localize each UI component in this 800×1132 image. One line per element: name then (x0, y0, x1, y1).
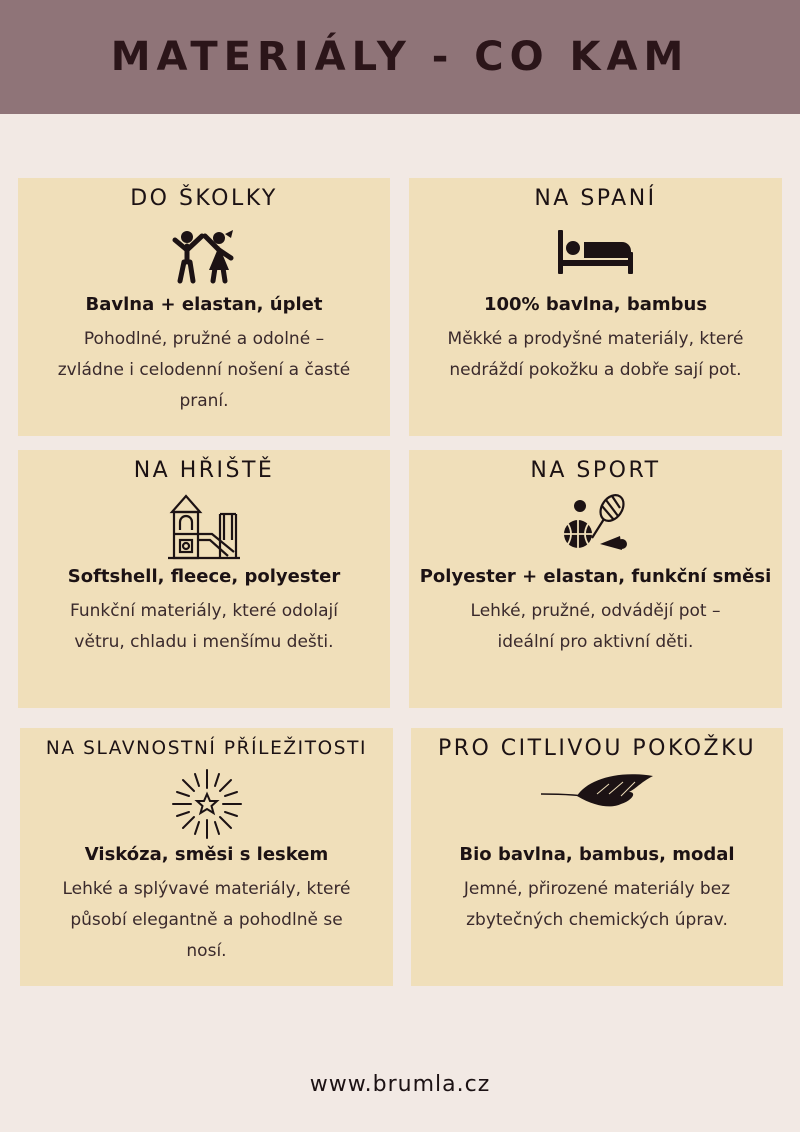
card-na-hristi (18, 450, 390, 708)
card-description: Jemné, přirozené materiály bez zbytečných chemických úprav. (463, 879, 731, 930)
card-title: NA SLAVNOSTNÍ PŘÍLEŽITOSTI (45, 738, 368, 759)
card-title: DO ŠKOLKY (130, 186, 278, 211)
card-do-skolky (18, 178, 390, 436)
feather-icon (537, 772, 657, 816)
card-subtitle: 100% bavlna, bambus (483, 294, 708, 315)
card-na-sport (409, 450, 782, 708)
sparkle-star-icon (171, 768, 243, 840)
header-bar (0, 0, 800, 114)
card-pro-citlivou-pokozku (411, 728, 783, 986)
card-description: Lehké a splývavé materiály, které působí elegantně a pohodlně se nosí. (62, 879, 351, 961)
card-subtitle: Softshell, fleece, polyester (67, 566, 341, 587)
card-title: NA SPORT (530, 458, 661, 483)
sports-icon (560, 492, 632, 556)
kids-icon (169, 228, 239, 284)
bed-icon (556, 230, 636, 274)
footer-url: www.brumla.cz (309, 1072, 491, 1097)
card-subtitle: Bio bavlna, bambus, modal (459, 844, 735, 865)
card-description: Měkké a prodyšné materiály, které nedráždí pokožku a dobře sají pot. (447, 329, 744, 380)
card-title: PRO CITLIVOU POKOŽKU (437, 736, 757, 761)
card-subtitle: Viskóza, směsi s leskem (84, 844, 329, 865)
card-description: Pohodlné, pružné a odolné – zvládne i celodenní nošení a časté praní. (57, 329, 351, 411)
page-title: MATERIÁLY - CO KAM (110, 34, 690, 80)
card-description: Funkční materiály, které odolají větru, chladu i menšímu dešti. (70, 601, 338, 652)
card-title: NA SPANÍ (534, 186, 657, 211)
card-title: NA HŘIŠTĚ (133, 458, 275, 483)
card-subtitle: Bavlna + elastan, úplet (85, 294, 323, 315)
card-na-slavnostni-prilezitosti (20, 728, 393, 986)
card-description: Lehké, pružné, odvádějí pot – ideální pro aktivní děti. (470, 601, 721, 652)
card-na-spani (409, 178, 782, 436)
card-subtitle: Polyester + elastan, funkční směsi (419, 566, 772, 587)
playground-icon (166, 492, 242, 560)
